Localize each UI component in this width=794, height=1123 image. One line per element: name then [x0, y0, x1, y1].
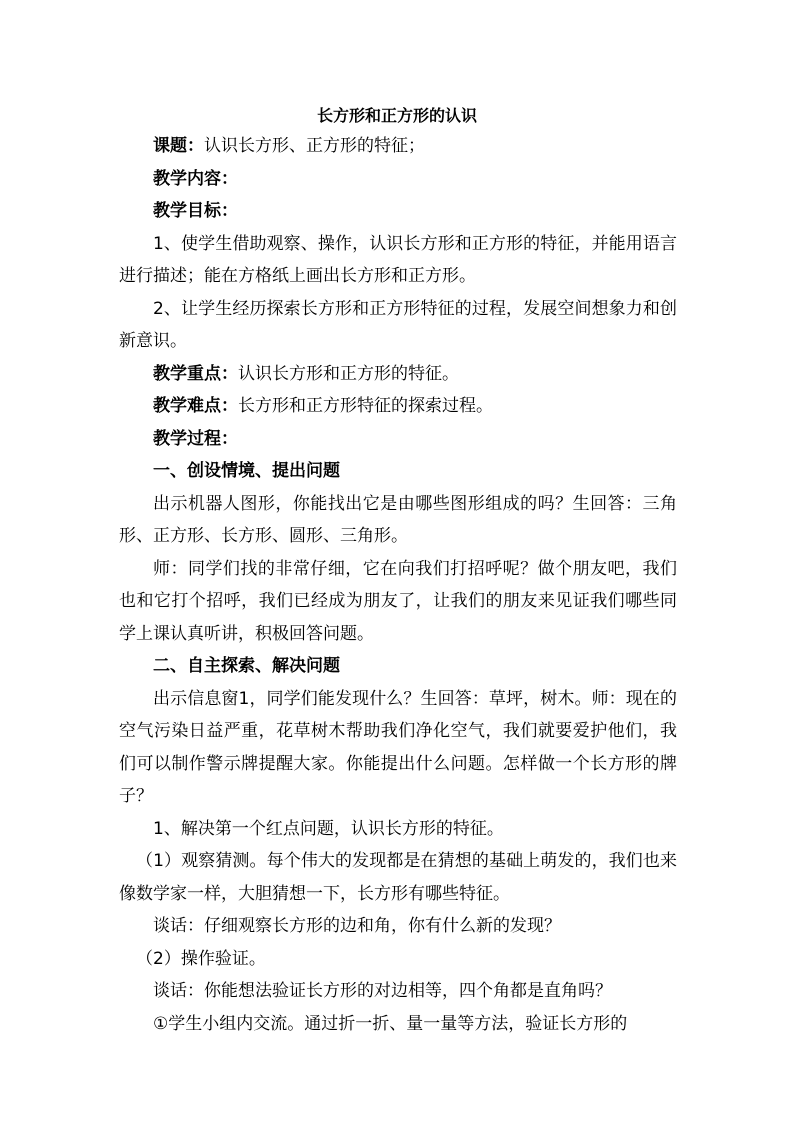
- key-point-line: [119, 358, 677, 391]
- key-point-value: 认识长方形和正方形的特征。: [238, 363, 459, 384]
- section-2-heading: 二、自主探索、解决问题: [153, 656, 340, 676]
- section-2-paragraph-4: 谈话：仔细观察长方形的边和角，你有什么新的发现？: [153, 916, 561, 936]
- section-2-paragraph-1: 出示信息窗1，同学们能发现什么？生回答：草坪，树木。师：现在的空气污染日益严重，花草树木帮助我们净化空气，我们就要爱护他们，我们可以制作警示牌提醒大家。你能提出什么问题。怎样做一个长方形的牌子？: [119, 688, 677, 806]
- difficulty-label: 教学难点：: [153, 396, 238, 416]
- goal-2-paragraph: 2、让学生经历探索长方形和正方形特征的过程，发展空间想象力和创新意识。: [119, 298, 677, 351]
- goals-label: 教学目标：: [153, 201, 238, 221]
- document-body: [119, 130, 677, 1040]
- difficulty-value: 长方形和正方形特征的探索过程。: [238, 396, 493, 416]
- section-2-paragraph-2: 1、解决第一个红点问题，认识长方形的特征。: [153, 818, 504, 839]
- section-2-paragraph-3: （1）观察猜测。每个伟大的发现都是在猜想的基础上萌发的，我们也来像数学家一样，大胆猜想一下，长方形有哪些特征。: [119, 851, 677, 904]
- goal-1-paragraph: 1、使学生借助观察、操作，认识长方形和正方形的特征，并能用语言进行描述；能在方格纸上画出长方形和正方形。: [119, 233, 677, 286]
- section-1-paragraph-1: 出示机器人图形，你能找出它是由哪些图形组成的吗？生回答：三角形、正方形、长方形、圆形、三角形。: [119, 493, 677, 546]
- process-label: 教学过程：: [153, 428, 238, 449]
- section-1-paragraph-2: 师：同学们找的非常仔细，它在向我们打招呼呢？做个朋友吧，我们也和它打个招呼，我们已经成为朋友了，让我们的朋友来见证我们哪些同学上课认真听讲，积极回答问题。: [119, 558, 677, 644]
- section-2-paragraph-6: 谈话：你能想法验证长方形的对边相等，四个角都是直角吗？: [153, 981, 612, 1001]
- key-point-label: 教学重点：: [153, 363, 238, 384]
- section-2-paragraph-7: ①学生小组内交流。通过折一折、量一量等方法，验证长方形的: [153, 1013, 628, 1034]
- section-1-heading: 一、创设情境、提出问题: [153, 461, 340, 481]
- content-label: 教学内容：: [153, 168, 238, 189]
- topic-line: [119, 130, 677, 163]
- difficulty-line: [119, 390, 677, 423]
- document-title: 长方形和正方形的认识: [316, 106, 477, 125]
- topic-label: 课题：: [153, 136, 204, 156]
- section-2-paragraph-5: （2）操作验证。: [136, 948, 266, 969]
- topic-value: 认识长方形、正方形的特征；: [204, 136, 425, 156]
